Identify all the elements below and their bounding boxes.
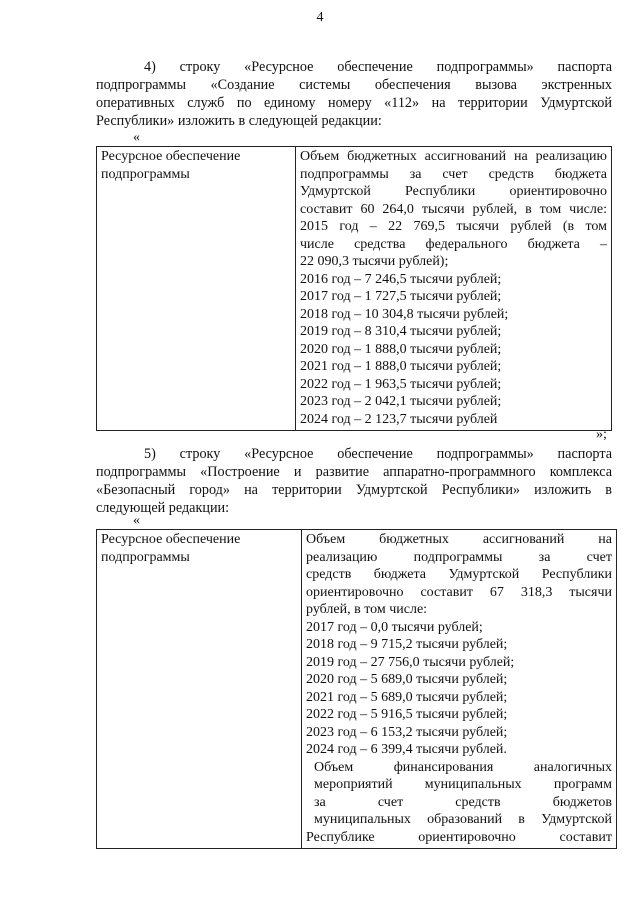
item4-line: подпрограммы «Создание системы обеспечения вызова экстренных [96,77,612,93]
item4-open-quote: « [133,130,140,145]
cell-text: 2024 год – 2 123,7 тысячи рублей [300,411,498,427]
cell-text: 22 090,3 тысячи рублей); [300,254,449,269]
cell-text: 2020 год – 5 689,0 тысячи рублей; [306,672,508,687]
item4-close-quote: »; [596,427,607,442]
cell-text: числе средства федерального бюджета – [300,236,607,252]
table-row [97,147,612,431]
item4-line: Республики» изложить в следующей редакции: [96,113,382,129]
item5-right-cell [302,530,617,849]
cell-text: 2018 год – 9 715,2 тысячи рублей; [306,637,508,652]
cell-text: подпрограммы [101,549,190,565]
item5-line: 5) строку «Ресурсное обеспечение подпрограммы» паспорта [144,446,612,462]
cell-text: Ресурсное обеспечение [101,149,241,164]
item5-table [96,529,617,849]
cell-text: 2018 год – 10 304,8 тысячи рублей; [300,306,509,322]
cell-text: 2024 год – 6 399,4 тысячи рублей. [306,742,507,757]
item5-paragraph [96,445,612,517]
item5-line: следующей редакции: [96,500,230,516]
item4-left-cell [97,147,296,431]
cell-text: 2015 год – 22 769,5 тысячи рублей (в том [300,219,607,234]
cell-text: 2017 год – 0,0 тысячи рублей; [306,619,483,635]
page-number: 4 [316,10,324,25]
cell-text: за счет средств бюджетов [314,794,612,810]
cell-text: составит 60 264,0 тысячи рублей, в том числе: [300,201,607,217]
item4-right-cell [296,147,612,431]
cell-text: подпрограммы [101,166,190,182]
cell-text: 2022 год – 5 916,5 тысячи рублей; [306,707,508,722]
cell-text: рублей, в том числе: [306,602,428,617]
item4-table [96,146,612,431]
cell-text: 2016 год – 7 246,5 тысячи рублей; [300,271,502,287]
cell-text: реализацию подпрограммы за счет [306,549,612,565]
item5-line: подпрограммы «Построение и развитие аппаратно-программного комплекса [96,464,612,480]
cell-text: 2019 год – 27 756,0 тысячи рублей; [306,654,515,670]
cell-text: 2022 год – 1 963,5 тысячи рублей; [300,376,502,392]
cell-text: Республике ориентировочно составит [306,829,612,845]
cell-text: 2020 год – 1 888,0 тысячи рублей; [300,341,502,357]
cell-text: 2021 год – 5 689,0 тысячи рублей; [306,689,508,705]
item4-line: 4) строку «Ресурсное обеспечение подпрограммы» паспорта [144,59,612,75]
cell-text: Объем бюджетных ассигнований на реализацию [300,149,607,164]
cell-text: Объем финансирования аналогичных [314,759,612,775]
cell-text: подпрограммы за счет средств бюджета [300,166,607,182]
cell-text: 2017 год – 1 727,5 тысячи рублей; [300,289,502,304]
cell-text: Удмуртской Республики ориентировочно [300,184,607,199]
cell-text: мероприятий муниципальных программ [314,777,612,792]
cell-text: муниципальных образований в Удмуртской [314,812,612,827]
item4-paragraph [96,58,612,130]
cell-text: Объем бюджетных ассигнований на [306,532,612,547]
item5-open-quote: « [133,513,140,528]
table-row [97,530,617,849]
item4-line: оперативных служб по единому номеру «112» на территории Удмуртской [96,95,612,111]
cell-text: Ресурсное обеспечение [101,532,241,547]
cell-text: 2021 год – 1 888,0 тысячи рублей; [300,359,502,374]
cell-text: 2023 год – 6 153,2 тысячи рублей; [306,724,508,740]
item5-line: «Безопасный город» на территории Удмуртской Республики» изложить в [96,482,612,498]
cell-text: средств бюджета Удмуртской Республики [306,567,612,582]
item5-left-cell [97,530,302,849]
cell-text: 2019 год – 8 310,4 тысячи рублей; [300,324,502,339]
cell-text: 2023 год – 2 042,1 тысячи рублей; [300,394,502,409]
cell-text: ориентировочно составит 67 318,3 тысячи [306,584,612,600]
